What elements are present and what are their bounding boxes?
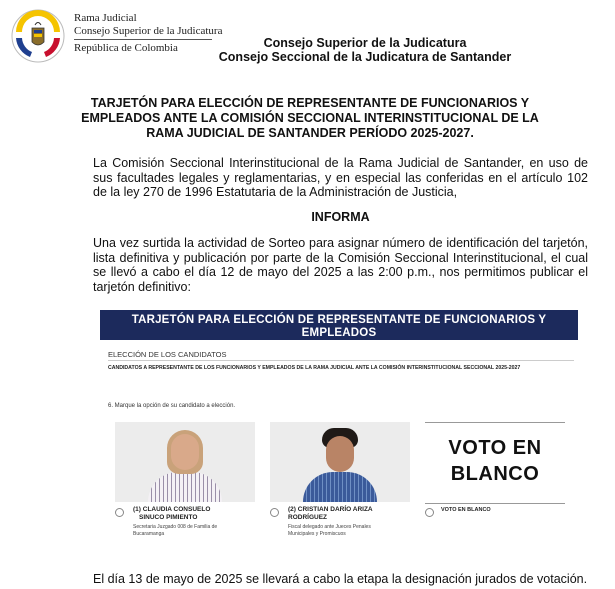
brand-line-3: República de Colombia — [74, 42, 178, 54]
candidate-1-name — [133, 506, 210, 522]
candidate-card-1 — [115, 422, 255, 537]
brand-line-1: Rama Judicial — [74, 12, 137, 24]
candidate-2-role-line-1: Fiscal delegado ante Jueces Penales — [288, 524, 371, 530]
candidate-photo-2 — [270, 422, 410, 502]
candidate-1-role — [133, 524, 251, 538]
brand-line-2: Consejo Superior de la Judicatura — [74, 25, 223, 37]
candidate-1-role-line-2: Bucaramanga — [133, 531, 165, 537]
candidate-1-blouse — [148, 472, 222, 502]
candidate-2-face — [326, 436, 354, 472]
candidate-2-name-line-2: RODRÍGUEZ — [288, 514, 327, 521]
closing-paragraph: El día 13 de mayo de 2025 se llevará a cabo la etapa la designación jurados de votación. — [93, 572, 588, 586]
candidate-2-shirt — [303, 472, 377, 502]
blank-vote-line-1: VOTO EN — [448, 437, 542, 459]
org-line-2: Consejo Seccional de la Judicatura de Santander — [218, 50, 512, 64]
ballot-image — [100, 310, 578, 560]
org-line-1: Consejo Superior de la Judicatura — [263, 36, 467, 50]
candidate-1-radio[interactable] — [115, 508, 124, 517]
blank-vote-radio[interactable] — [425, 508, 434, 517]
rama-judicial-logo — [10, 8, 66, 64]
candidate-2-radio[interactable] — [270, 508, 279, 517]
blank-vote-text — [425, 423, 565, 487]
candidate-1-face — [171, 434, 199, 470]
candidate-1-role-line-1: Secretaria Juzgado 008 de Familia de — [133, 524, 218, 530]
ballot-section-subtitle: CANDIDATOS A REPRESENTANTE DE LOS FUNCIONARIOS Y EMPLEADOS DE LA RAMA JUDICIAL ANTE LA COMISIÓN INTERINSTITUCIONAL SECCIONAL 2025-2027 — [108, 365, 521, 371]
ballot-question: 6. Marque la opción de su candidato a elección. — [108, 403, 236, 409]
ballot-banner — [100, 310, 578, 347]
ballot-section-divider — [108, 360, 574, 361]
organization-header — [150, 36, 580, 64]
candidate-photo-1 — [115, 422, 255, 502]
candidate-2-role-line-2: Municipales y Promiscuos — [288, 531, 346, 537]
candidate-2-name-line-1: (2) CRISTIAN DARÍO ARIZA — [288, 506, 373, 513]
candidate-card-2 — [270, 422, 410, 537]
body-paragraph: Una vez surtida la actividad de Sorteo para asignar número de identificación del tarjetón, lista definitiva y publicación por parte de la Comisión Seccional Interinstitucional, el cual se llevó a cabo el día 12 de mayo del 2025 a las 2:00 p.m., nos permitimos publicar el tarjetón definitivo: — [93, 236, 588, 294]
candidate-2-role — [288, 524, 406, 538]
ballot-banner-subtitle: ANTE LA COMISIÓN INTERINSTITUCIONAL DE LA RAMA JUDICIAL-SECCIONAL SANTANDER PARA EL PERIODO 2025-2027 — [191, 341, 487, 347]
intro-paragraph: La Comisión Seccional Interinstitucional de la Rama Judicial de Santander, en uso de sus facultades legales y reglamentarias, y en especial las conferidas en el artículo 102 de la ley 270 de 1996 Estatutaria de la Administración de Justicia, — [93, 156, 588, 199]
document-title: TARJETÓN PARA ELECCIÓN DE REPRESENTANTE DE FUNCIONARIOS Y EMPLEADOS ANTE LA COMISIÓN SECCIONAL INTERINSTITUCIONAL DE LA RAMA JUDICIAL DE SANTANDER PERÍODO 2025-2027. — [81, 96, 539, 140]
ballot-section-title: ELECCIÓN DE LOS CANDIDATOS — [108, 350, 227, 359]
informa-heading: INFORMA — [311, 210, 370, 224]
blank-vote-line-2: BLANCO — [450, 463, 540, 485]
candidate-1-name-line-2: SINUCO PIMIENTO — [139, 514, 198, 521]
candidate-1-name-line-1: (1) CLAUDIA CONSUELO — [133, 506, 211, 513]
blank-vote-label: VOTO EN BLANCO — [441, 507, 491, 513]
candidate-2-name — [288, 506, 373, 522]
ballot-banner-title: TARJETÓN PARA ELECCIÓN DE REPRESENTANTE DE FUNCIONARIOS Y EMPLEADOS — [131, 314, 547, 339]
blank-vote-box — [425, 422, 565, 504]
